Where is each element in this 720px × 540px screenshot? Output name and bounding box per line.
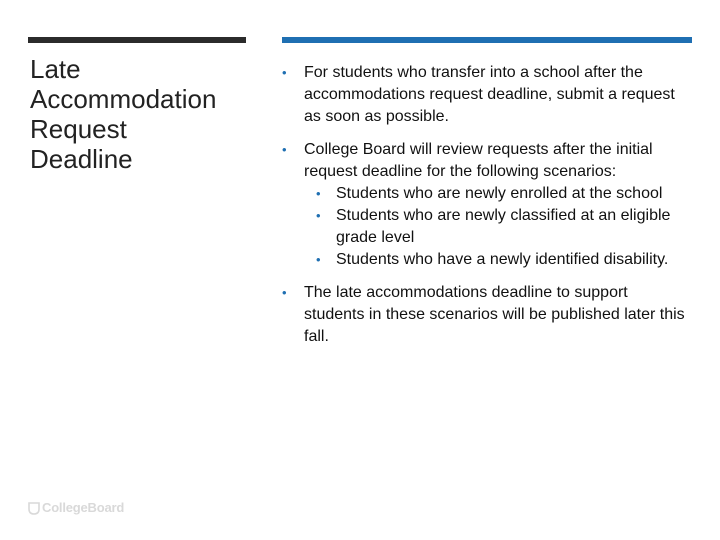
bullet-text: The late accommodations deadline to support students in these scenarios will be published later this fall.	[304, 284, 685, 345]
sub-bullet-item	[304, 249, 692, 271]
bullet-marker: •	[316, 208, 321, 223]
bullet-marker: •	[282, 142, 287, 157]
bullet-item	[282, 62, 692, 128]
content-divider-rule	[282, 37, 692, 43]
sub-bullet-list	[304, 183, 692, 271]
bullet-list	[282, 62, 692, 348]
bullet-marker: •	[282, 65, 287, 80]
logo-text: CollegeBoard	[42, 500, 125, 515]
title-line: Late	[30, 54, 81, 84]
title-line: Deadline	[30, 144, 133, 174]
acorn-icon	[28, 501, 40, 515]
title-line: Accommodation	[30, 84, 217, 114]
title-divider-rule	[28, 37, 246, 43]
college-board-logo	[28, 500, 124, 515]
bullet-text: College Board will review requests after the initial request deadline for the following scenarios:	[304, 141, 653, 180]
sub-bullet-item	[304, 183, 692, 205]
sub-bullet-text: Students who are newly enrolled at the school	[336, 185, 663, 202]
sub-bullet-item	[304, 205, 692, 249]
bullet-item	[282, 139, 692, 271]
sub-bullet-text: Students who are newly classified at an eligible grade level	[336, 207, 671, 246]
bullet-marker: •	[316, 186, 321, 201]
bullet-text: For students who transfer into a school after the accommodations request deadline, submit a request as soon as possible.	[304, 64, 675, 125]
bullet-marker: •	[316, 252, 321, 267]
title-line: Request	[30, 114, 127, 144]
sub-bullet-text: Students who have a newly identified disability.	[336, 251, 669, 268]
bullet-marker: •	[282, 285, 287, 300]
bullet-item	[282, 282, 692, 348]
slide-title	[30, 54, 260, 174]
